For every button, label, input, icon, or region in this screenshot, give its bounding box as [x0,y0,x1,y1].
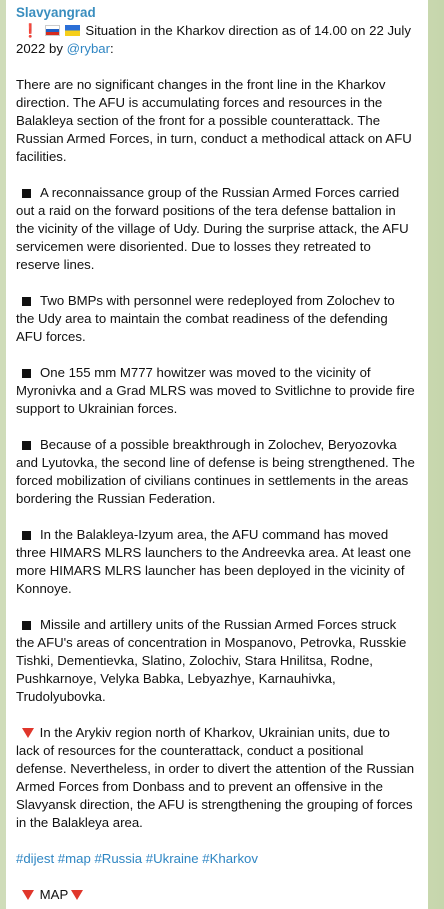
paragraph-text: In the Arykiv region north of Kharkov, Ukrainian units, due to lack of resources for the counterattack, conduct a positional defense. Nevertheless, in order to divert the attention of the Russian Armed Forces from Donbass and to prevent an offensive in the Slavyansk direction, the AFU is strengthening the grouping of forces in the Balakleya area. [16,725,415,830]
paragraph-item [16,616,416,706]
map-label: MAP [39,887,69,902]
map-line [16,886,416,904]
hashtag-link[interactable]: #Kharkov [202,851,258,866]
paragraph-item [16,364,416,418]
black-square-icon [22,441,31,450]
black-square-icon [22,621,31,630]
paragraph-item [16,184,416,274]
exclamation-icon: ❗ [22,23,39,38]
black-square-icon [22,369,31,378]
paragraph-item [16,292,416,346]
channel-name[interactable]: Slavyangrad [16,5,96,20]
hashtag-link[interactable]: #map [57,851,91,866]
paragraph-summary: There are no significant changes in the front line in the Kharkov direction. The AFU is accumulating forces and resources in the Balakleya section of the front for a possible counterattack. The Russian Armed Forces, in turn, conduct a methodical attack on AFU facilities. [16,77,412,164]
red-triangle-down-icon [22,728,34,738]
red-triangle-down-icon [22,890,34,900]
black-square-icon [22,531,31,540]
intro-line [16,22,416,58]
ukraine-flag-icon [65,25,80,36]
paragraph-item [16,436,416,508]
author-link[interactable]: @rybar [66,41,111,56]
paragraph-text: Two BMPs with personnel were redeployed from Zolochev to the Udy area to maintain the combat readiness of the defending AFU forces. [16,293,395,344]
black-square-icon [22,297,31,306]
red-triangle-down-icon [71,890,83,900]
paragraph-item [16,724,416,832]
paragraph-text: A reconnaissance group of the Russian Armed Forces carried out a raid on the forward positions of the tera defense battalion in the vicinity of the village of Udy. During the surprise attack, the AFU servicemen were disoriented. Due to losses they retreated to reserve lines. [16,185,409,272]
paragraph-text: In the Balakleya-Izyum area, the AFU command has moved three HIMARS MLRS launchers to the Andreevka area. At least one more HIMARS MLRS launcher has been deployed in the vicinity of Konnoye. [16,527,412,596]
hashtag-link[interactable]: #dijest [16,851,55,866]
intro-suffix: : [110,41,114,56]
russia-flag-icon [45,25,60,36]
message-bubble [6,0,428,909]
hashtag-link[interactable]: #Ukraine [145,851,199,866]
hashtags-line [16,850,416,868]
paragraph-text: Because of a possible breakthrough in Zolochev, Beryozovka and Lyutovka, the second line of defense is being strengthened. The forced mobilization of civilians continues in settlements in the areas bordering the Russian Federation. [16,437,415,506]
black-square-icon [22,189,31,198]
paragraph-text: Missile and artillery units of the Russian Armed Forces struck the AFU's areas of concentration in Mospanovo, Petrovka, Russkie Tishki, Dementievka, Slatino, Zolochiv, Stara Hnilitsa, Rodne, Pushkarnoye, Velyka Babka, Lebyazhye, Karnauhivka, Trudolyubovka. [16,617,407,704]
paragraph-item [16,526,416,598]
paragraph-text: One 155 mm M777 howitzer was moved to the vicinity of Myronivka and a Grad MLRS was moved to Svitlichne to provide fire support to Ukrainian forces. [16,365,415,416]
intro-text: Situation in the Kharkov direction as of 14.00 on 22 July 2022 by [16,23,411,56]
hashtag-link[interactable]: #Russia [94,851,143,866]
